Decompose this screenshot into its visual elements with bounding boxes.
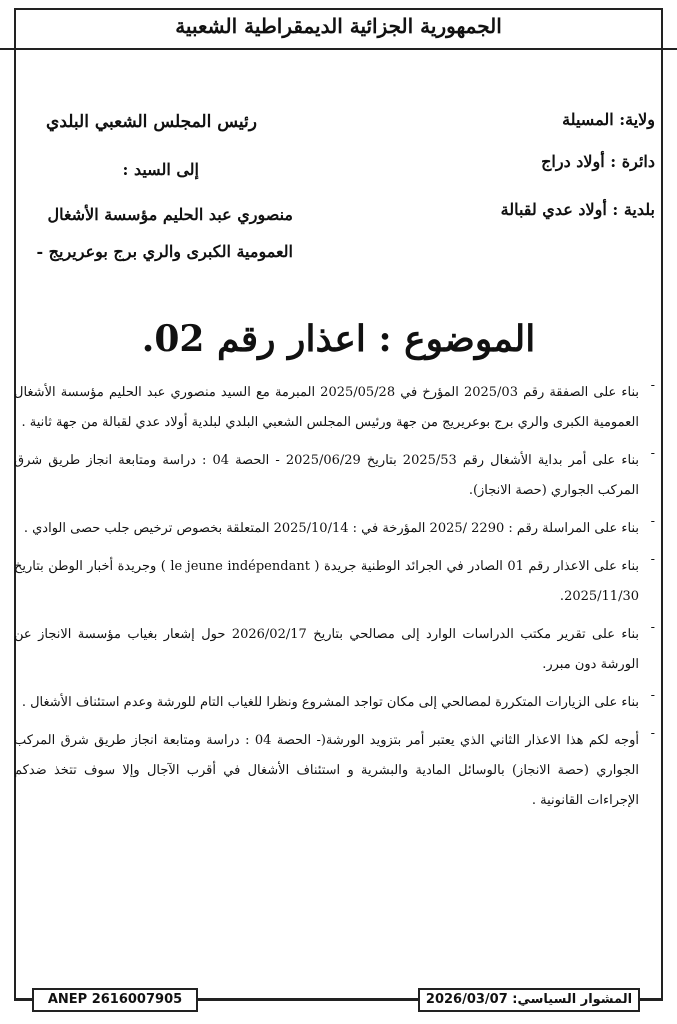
header-title: الجمهورية الجزائية الديمقراطية الشعبية <box>175 14 502 38</box>
anep-reference: ANEP 2616007905 <box>32 988 198 1012</box>
list-item: - بناء على الاعذار رقم 01 الصادر في الجرائد الوطنية جريدة ( le jeune indépendant ) وجريدة أخبار الوطن بتاريخ 2025/11/30. <box>14 552 655 604</box>
header-divider <box>0 48 677 50</box>
footer <box>0 988 677 1018</box>
recipient-name-line2: العمومية الكبرى والري برج بوعريريج - <box>36 242 293 261</box>
list-item: - بناء على أمر بداية الأشغال رقم 2025/53 بتاريخ 2025/06/29 - الحصة 04 : دراسة ومتابعة انجاز طريق شرق المركب الجواري (حصة الانجاز). <box>14 446 655 498</box>
daira-line: دائرة : أولاد دراج <box>541 152 655 171</box>
list-item: - بناء على المراسلة رقم : 2290 /2025 المؤرخة في : 2025/10/14 المتعلقة بخصوص ترخيص جلب حصى الوادي . <box>23 514 655 536</box>
list-item: - بناء على تقرير مكتب الدراسات الوارد إلى مصالحي بتاريخ 2026/02/17 حول إشعار بغياب مؤسسة الانجاز عن الورشة دون مبرر. <box>14 620 655 672</box>
considerations-list <box>14 378 655 824</box>
subject-heading: الموضوع : اعذار رقم 02. <box>141 318 536 360</box>
wilaya-line: ولاية: المسيلة <box>562 110 655 129</box>
list-item: - بناء على الصفقة رقم 2025/03 المؤرخ في 2025/05/28 المبرمة مع السيد منصوري عبد الحليم مؤسسة الأشغال العمومية الكبرى والري برج بوعريريج من جهة ورئيس المجلس الشعبي البلدي لبلدية أولاد عدي لقبالة من جهة ثانية . <box>14 378 655 430</box>
baladia-line: بلدية : أولاد عدي لقبالة <box>500 200 655 219</box>
to-label: إلى السيد : <box>122 160 199 179</box>
list-item: - أوجه لكم هذا الاعذار الثاني الذي يعتبر أمر بتزويد الورشة(- الحصة 04 : دراسة ومتابعة انجاز طريق شرق المركب الجواري (حصة الانجاز) بالوسائل المادية والبشرية و استئناف الأشغال في أقرب الآجال وإلا سوف تتخذ ضدكم الإجراءات القانونية . <box>14 726 655 808</box>
recipient-name-line1: منصوري عبد الحليم مؤسسة الأشغال <box>47 205 293 224</box>
newspaper-reference: المشوار السياسي: 2026/03/07 <box>418 988 640 1012</box>
from-title: رئيس المجلس الشعبي البلدي <box>46 112 257 132</box>
list-item: - بناء على الزيارات المتكررة لمصالحي إلى مكان تواجد المشروع ونظرا للغياب التام للورشة وعدم استئناف الأشغال . <box>21 688 655 710</box>
